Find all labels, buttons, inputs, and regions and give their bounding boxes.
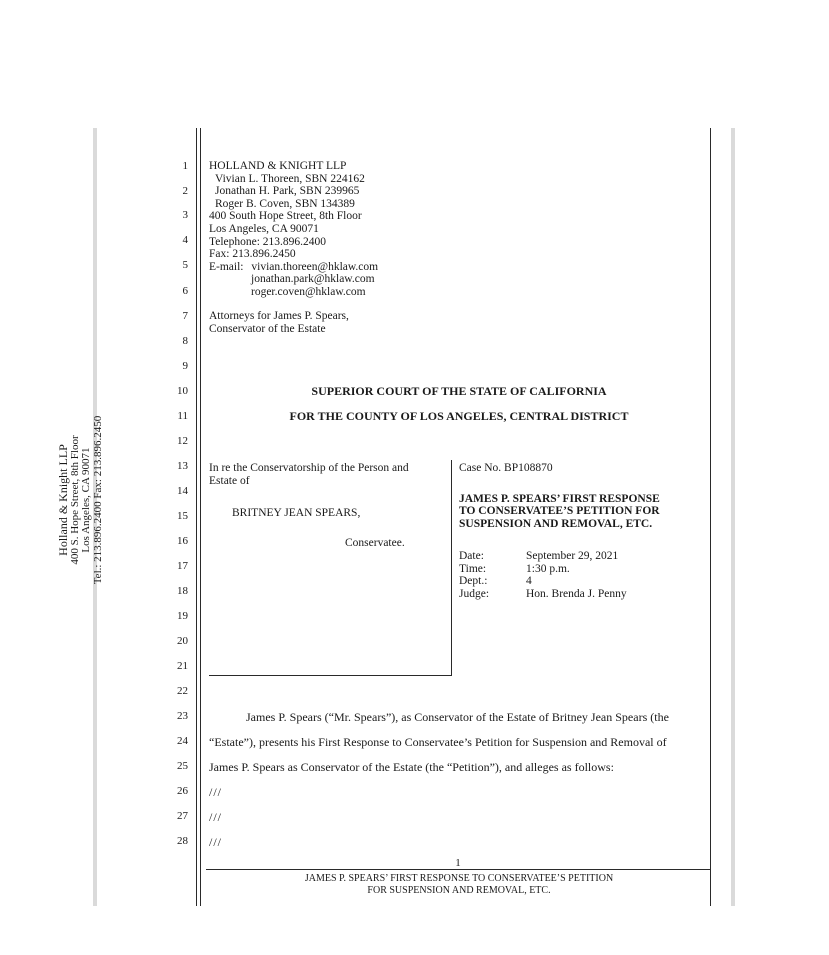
attorney-name: Roger B. Coven, SBN 134389 xyxy=(215,197,355,210)
hearing-label: Judge: xyxy=(459,587,490,600)
sidebar-phone: Tel.: 213.896.2400 Fax: 213.896.2450 xyxy=(91,415,104,585)
hearing-value: 1:30 p.m. xyxy=(526,562,570,575)
line-number: 6 xyxy=(182,285,188,297)
attorneys-for-line2: Conservator of the Estate xyxy=(209,322,326,335)
line-number: 24 xyxy=(177,735,188,747)
line-number: 12 xyxy=(177,435,188,447)
sidebar-address1: 400 S. Hope Street, 8th Floor xyxy=(68,435,81,565)
attorney-name: Vivian L. Thoreen, SBN 224162 xyxy=(215,172,365,185)
document-title-line: SUSPENSION AND REMOVAL, ETC. xyxy=(459,517,653,530)
line-number: 27 xyxy=(177,810,188,822)
email-address: jonathan.park@hklaw.com xyxy=(251,273,375,286)
line-number: 20 xyxy=(177,635,188,647)
hearing-row xyxy=(459,575,627,588)
in-re-line1: In re the Conservatorship of the Person and xyxy=(209,462,409,474)
line-number: 22 xyxy=(177,685,188,697)
hearing-label: Date: xyxy=(459,550,484,562)
sidebar-address2: Los Angeles, CA 90071 xyxy=(80,447,92,553)
document-title xyxy=(459,493,660,530)
line-number: 4 xyxy=(182,234,188,246)
body-line: James P. Spears (“Mr. Spears”), as Conservator of the Estate of Britney Jean Spears (the xyxy=(246,710,669,724)
document-title-line: JAMES P. SPEARS’ FIRST RESPONSE xyxy=(459,493,660,505)
line-number: 13 xyxy=(177,460,188,472)
conservatee-name: BRITNEY JEAN SPEARS, xyxy=(232,507,361,519)
footer-rule xyxy=(206,869,710,870)
hearing-row xyxy=(459,550,627,563)
line-number: 15 xyxy=(177,510,188,522)
line-number: 18 xyxy=(177,585,188,597)
case-number: Case No. BP108870 xyxy=(459,462,553,474)
right-margin-rule xyxy=(710,128,711,906)
conservatee-role: Conservatee. xyxy=(345,537,405,549)
body-line: James P. Spears as Conservator of the Estate (the “Petition”), and alleges as follows: xyxy=(209,760,614,774)
email-label: E-mail: xyxy=(209,260,244,273)
line-number: 11 xyxy=(177,410,188,422)
hearing-info xyxy=(459,550,627,600)
sidebar-firm: Holland & Knight LLP xyxy=(56,444,70,556)
in-re-line2: Estate of xyxy=(209,474,250,487)
email-row xyxy=(209,261,378,274)
line-number: 23 xyxy=(177,710,188,722)
line-number: 8 xyxy=(182,335,188,347)
line-number: 17 xyxy=(177,560,188,572)
hearing-value: September 29, 2021 xyxy=(526,550,619,562)
email-address: vivian.thoreen@hklaw.com xyxy=(251,260,379,273)
court-county: FOR THE COUNTY OF LOS ANGELES, CENTRAL DISTRICT xyxy=(289,409,629,423)
document-title-line: TO CONSERVATEE’S PETITION FOR xyxy=(459,505,660,518)
line-number: 2 xyxy=(182,185,188,197)
line-number: 16 xyxy=(177,535,188,547)
body-line: “Estate”), presents his First Response to Conservatee’s Petition for Suspension and Removal of xyxy=(209,735,667,749)
firm-name: HOLLAND & KNIGHT LLP xyxy=(209,160,347,172)
caption-vertical-rule xyxy=(451,460,452,675)
hearing-row xyxy=(459,563,627,576)
left-margin-rule-outer xyxy=(196,128,197,906)
page-number: 1 xyxy=(455,857,461,869)
hearing-value: 4 xyxy=(526,575,532,588)
hearing-row xyxy=(459,588,627,601)
footer-line2: FOR SUSPENSION AND REMOVAL, ETC. xyxy=(367,885,551,896)
slash-marker: /// xyxy=(209,785,223,799)
court-title: SUPERIOR COURT OF THE STATE OF CALIFORNIA xyxy=(311,384,607,398)
telephone: Telephone: 213.896.2400 xyxy=(209,235,327,248)
fax: Fax: 213.896.2450 xyxy=(209,248,296,261)
hearing-label: Dept.: xyxy=(459,575,488,588)
line-number: 26 xyxy=(177,785,188,797)
attorneys-for-line1: Attorneys for James P. Spears, xyxy=(209,310,349,322)
hearing-label: Time: xyxy=(459,562,487,575)
caption-bottom-rule xyxy=(209,675,452,676)
line-number: 10 xyxy=(177,385,188,397)
hearing-value: Hon. Brenda J. Penny xyxy=(526,587,627,600)
slash-marker: /// xyxy=(209,835,223,849)
attorney-name: Jonathan H. Park, SBN 239965 xyxy=(215,185,360,198)
footer-line1: JAMES P. SPEARS’ FIRST RESPONSE TO CONSERVATEE’S PETITION xyxy=(304,873,614,884)
line-number: 5 xyxy=(182,259,188,271)
line-number: 21 xyxy=(177,660,188,672)
address-line2: Los Angeles, CA 90071 xyxy=(209,222,319,235)
caption-in-re xyxy=(209,462,409,487)
slash-marker: /// xyxy=(209,810,223,824)
line-number: 28 xyxy=(177,835,188,847)
line-number: 14 xyxy=(177,485,188,497)
attorneys-for xyxy=(209,310,349,335)
line-number: 9 xyxy=(182,360,188,372)
line-number: 25 xyxy=(177,760,188,772)
firm-sidebar xyxy=(58,400,178,600)
line-number: 19 xyxy=(177,610,188,622)
left-margin-rule-inner xyxy=(200,128,201,906)
address-line1: 400 South Hope Street, 8th Floor xyxy=(209,210,362,223)
line-number: 3 xyxy=(182,209,188,221)
line-number: 1 xyxy=(182,160,188,172)
email-address: roger.coven@hklaw.com xyxy=(251,285,366,298)
attorney-header xyxy=(209,160,378,299)
footer-title xyxy=(209,873,709,897)
line-number: 7 xyxy=(182,310,188,322)
page-right-edge xyxy=(731,128,735,906)
